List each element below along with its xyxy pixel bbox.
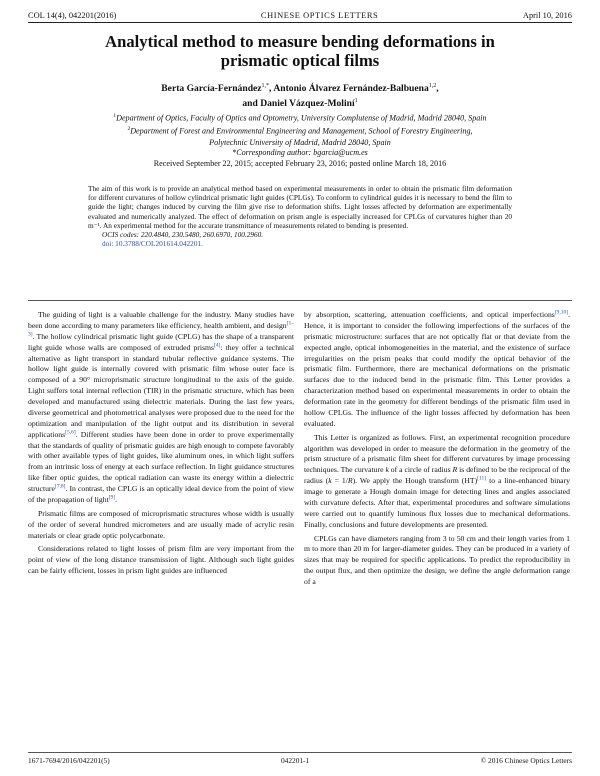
paragraph: Considerations related to light losses of prism film are very important from the point of view of the long distance transmission of light. Although such light guides can be fairly efficient, losses in prism light guides are influenced [28, 544, 294, 576]
paper-title [28, 32, 572, 70]
footer-divider [28, 752, 572, 753]
paragraph: by absorption, scattering, attenuation coefficients, and optical imperfections[9,10]. Hence, it is important to consider the following imperfections of the surfaces of the prismatic microstructure: surfaces that are not optically flat or that deviate from the expected angle, optical inhomogeneities in the material, and the existence of surface irregularities on the prism peaks that could modify the optical behavior of the prismatic film. Furthermore, there are mechanical deformations on the prismatic surfaces due to the induced bend in the prismatic film. This Letter provides a characterization method based on experimental measurements in order to obtain the deformation rate in the geometry for different bendings of the prismatic film used in hollow CPLGs. The influence of the light losses affected by deformation has been evaluated. [304, 309, 570, 428]
left-column [28, 310, 294, 577]
author-2: Antonio Álvarez Fernández-Balbuena [273, 83, 429, 95]
issue-date: April 10, 2016 [522, 11, 572, 20]
journal-name: CHINESE OPTICS LETTERS [260, 11, 379, 20]
author-2-affil: 1,2 [428, 83, 437, 89]
citation-ref[interactable]: [9] [108, 494, 116, 501]
author-1: Berta García-Fernández [161, 83, 262, 95]
paragraph: This Letter is organized as follows. First, an experimental recognition procedure algorithm was developed in order to measure the deformation in the geometry of the prism structure of a prismatic film sheet for different curvatures by image processing techniques. The curvature k of a circle of radius R is defined to be the reciprocal of the radius (k = 1/R). We apply the Hough transform (HT)[11] to a line-enhanced binary image to generate a Hough domain image for detecting lines and angles associated with curvature defects. After that, experimental procedures and software simulations were carried out to quantify luminous flux losses due to mechanical deformations. Finally, conclusions and future developments are presented. [304, 432, 570, 529]
paragraph: Prismatic films are composed of microprismatic structures whose width is usually of the order of several hundred micrometers and are usually made of acrylic resin materials or clear grade optic polycarbonate. [28, 508, 294, 540]
affil-2-mark: 2 [127, 126, 131, 133]
header-divider [28, 22, 572, 23]
math-symbol: k [385, 465, 389, 475]
abstract [88, 184, 512, 248]
citation-ref[interactable]: [1–3] [28, 320, 294, 338]
citation-ref[interactable]: [7,8] [54, 483, 66, 490]
author-3-affil: 1 [354, 98, 358, 105]
math-symbol: R [347, 476, 353, 486]
author-3: and Daniel Vázquez-Moliní [242, 98, 355, 110]
abstract-divider [28, 300, 572, 301]
ocis-codes: OCIS codes: 220.4840, 230.5480, 260.6970, 100.2960. [102, 230, 264, 240]
running-header [28, 8, 572, 20]
page-number: 042201-1 [280, 756, 310, 765]
received-dates: Received September 22, 2015; accepted February 23, 2016; posted online March 18, 2016 [153, 158, 447, 168]
citation: COL 14(4), 042201(2016) [28, 11, 117, 20]
author-1-affil: 1,* [261, 83, 270, 89]
affiliation-2: Department of Forest and Environmental Engineering and Management, School of Forestry Engineering, [130, 126, 473, 136]
title-line-2: prismatic optical films [220, 51, 380, 70]
doi-link[interactable]: doi: 10.3788/COL201614.042201. [102, 239, 203, 249]
title-line-1: Analytical method to measure bending deformations in [105, 32, 495, 51]
copyright: © 2016 Chinese Optics Letters [480, 756, 572, 765]
citation-ref[interactable]: [9,10] [554, 309, 569, 316]
citation-ref[interactable]: [4] [213, 342, 221, 349]
math-symbol: k [328, 476, 332, 486]
affiliations [28, 111, 572, 169]
citation-ref[interactable]: [11] [477, 475, 487, 482]
paragraph: The guiding of light is a valuable challenge for the industry. Many studies have been done according to many parameters like efficiency, health ambient, and design[1–3]. The hollow cylindrical prismatic light guide (CPLG) has the shape of a transparent light guide whose walls are composed of extruded prisms[4]: they offer a technical alternative as light transport in standard tubular reflective guidance systems. The hollow light guide is internally covered with prismatic film whose outer face is composed of a 90° microprismatic structure longitudinal to the axis of the guide. Light suffers total internal reflection (TIR) in the prismatic structure, which has been developed and manufactured using dielectric materials. During the last few years, diverse geometrical and photometrical analyses were proposed due to the need for the optimization and manipulation of the light output and its distribution in several applications[5,6]. Different studies have been done in order to prove experimentally that the standards of quality of prismatic guides are high enough to compete favorably with other available types of light guides, like aluminum ones, in which light suffers from an intrinsic loss of energy at each surface reflection. In light guidance structures like fiber optic guides, the optical radiation can waste its energy within a dielectric structure[7,8]. In contrast, the CPLG is an optically ideal device from the point of view of the propagation of light[9]. [28, 310, 294, 504]
author-list: Berta García-Fernández$^{1,*}$, Antonio Álvarez Fernández-Balbuena$^{1,2}$, and Daniel Vázquez-Moliní$^1$ [161, 83, 439, 110]
page-footer [28, 756, 572, 765]
affil-1-mark: 1 [113, 113, 117, 119]
paragraph: CPLGs can have diameters ranging from 3 to 50 cm and their length varies from 1 m to more than 20 m for larger-diameter guides. They can be produced in a variety of sizes that may be required for specific applications. To predict the reproducibility in the output flux, and then optimize the design, we define the angle deformation range of a [304, 533, 570, 586]
corresponding-author: *Corresponding author: bgarcia@ucm.es [232, 148, 368, 158]
affiliation-1: Department of Optics, Faculty of Optics and Optometry, University Complutense of Madrid, Madrid 28040, Spain [116, 113, 487, 123]
math-symbol: R [452, 465, 458, 475]
right-column [304, 310, 570, 588]
issn: 1671-7694/2016/042201(5) [28, 756, 110, 765]
abstract-text: The aim of this work is to provide an analytical method based on experimental measurements in order to obtain the prismatic film deformation for different curvatures of hollow cylindrical prismatic light guides (CPLGs). To conform to cylindrical guides it is necessary to bend the film to guide the light; changes induced by curving the film give rise to deformation shifts. Light losses affected by deformation are experimentally evaluated and numerically analyzed. The effect of deformation on prism angle is especially increased for CPLGs of curvatures higher than 20 m⁻¹. An experimental method for the accurate transmittance of measurements related to bending is presented. [88, 184, 512, 230]
affiliation-2-cont: Polytechnic University of Madrid, Madrid 28040, Spain [209, 137, 391, 147]
citation-ref[interactable]: [5,6] [65, 429, 76, 436]
